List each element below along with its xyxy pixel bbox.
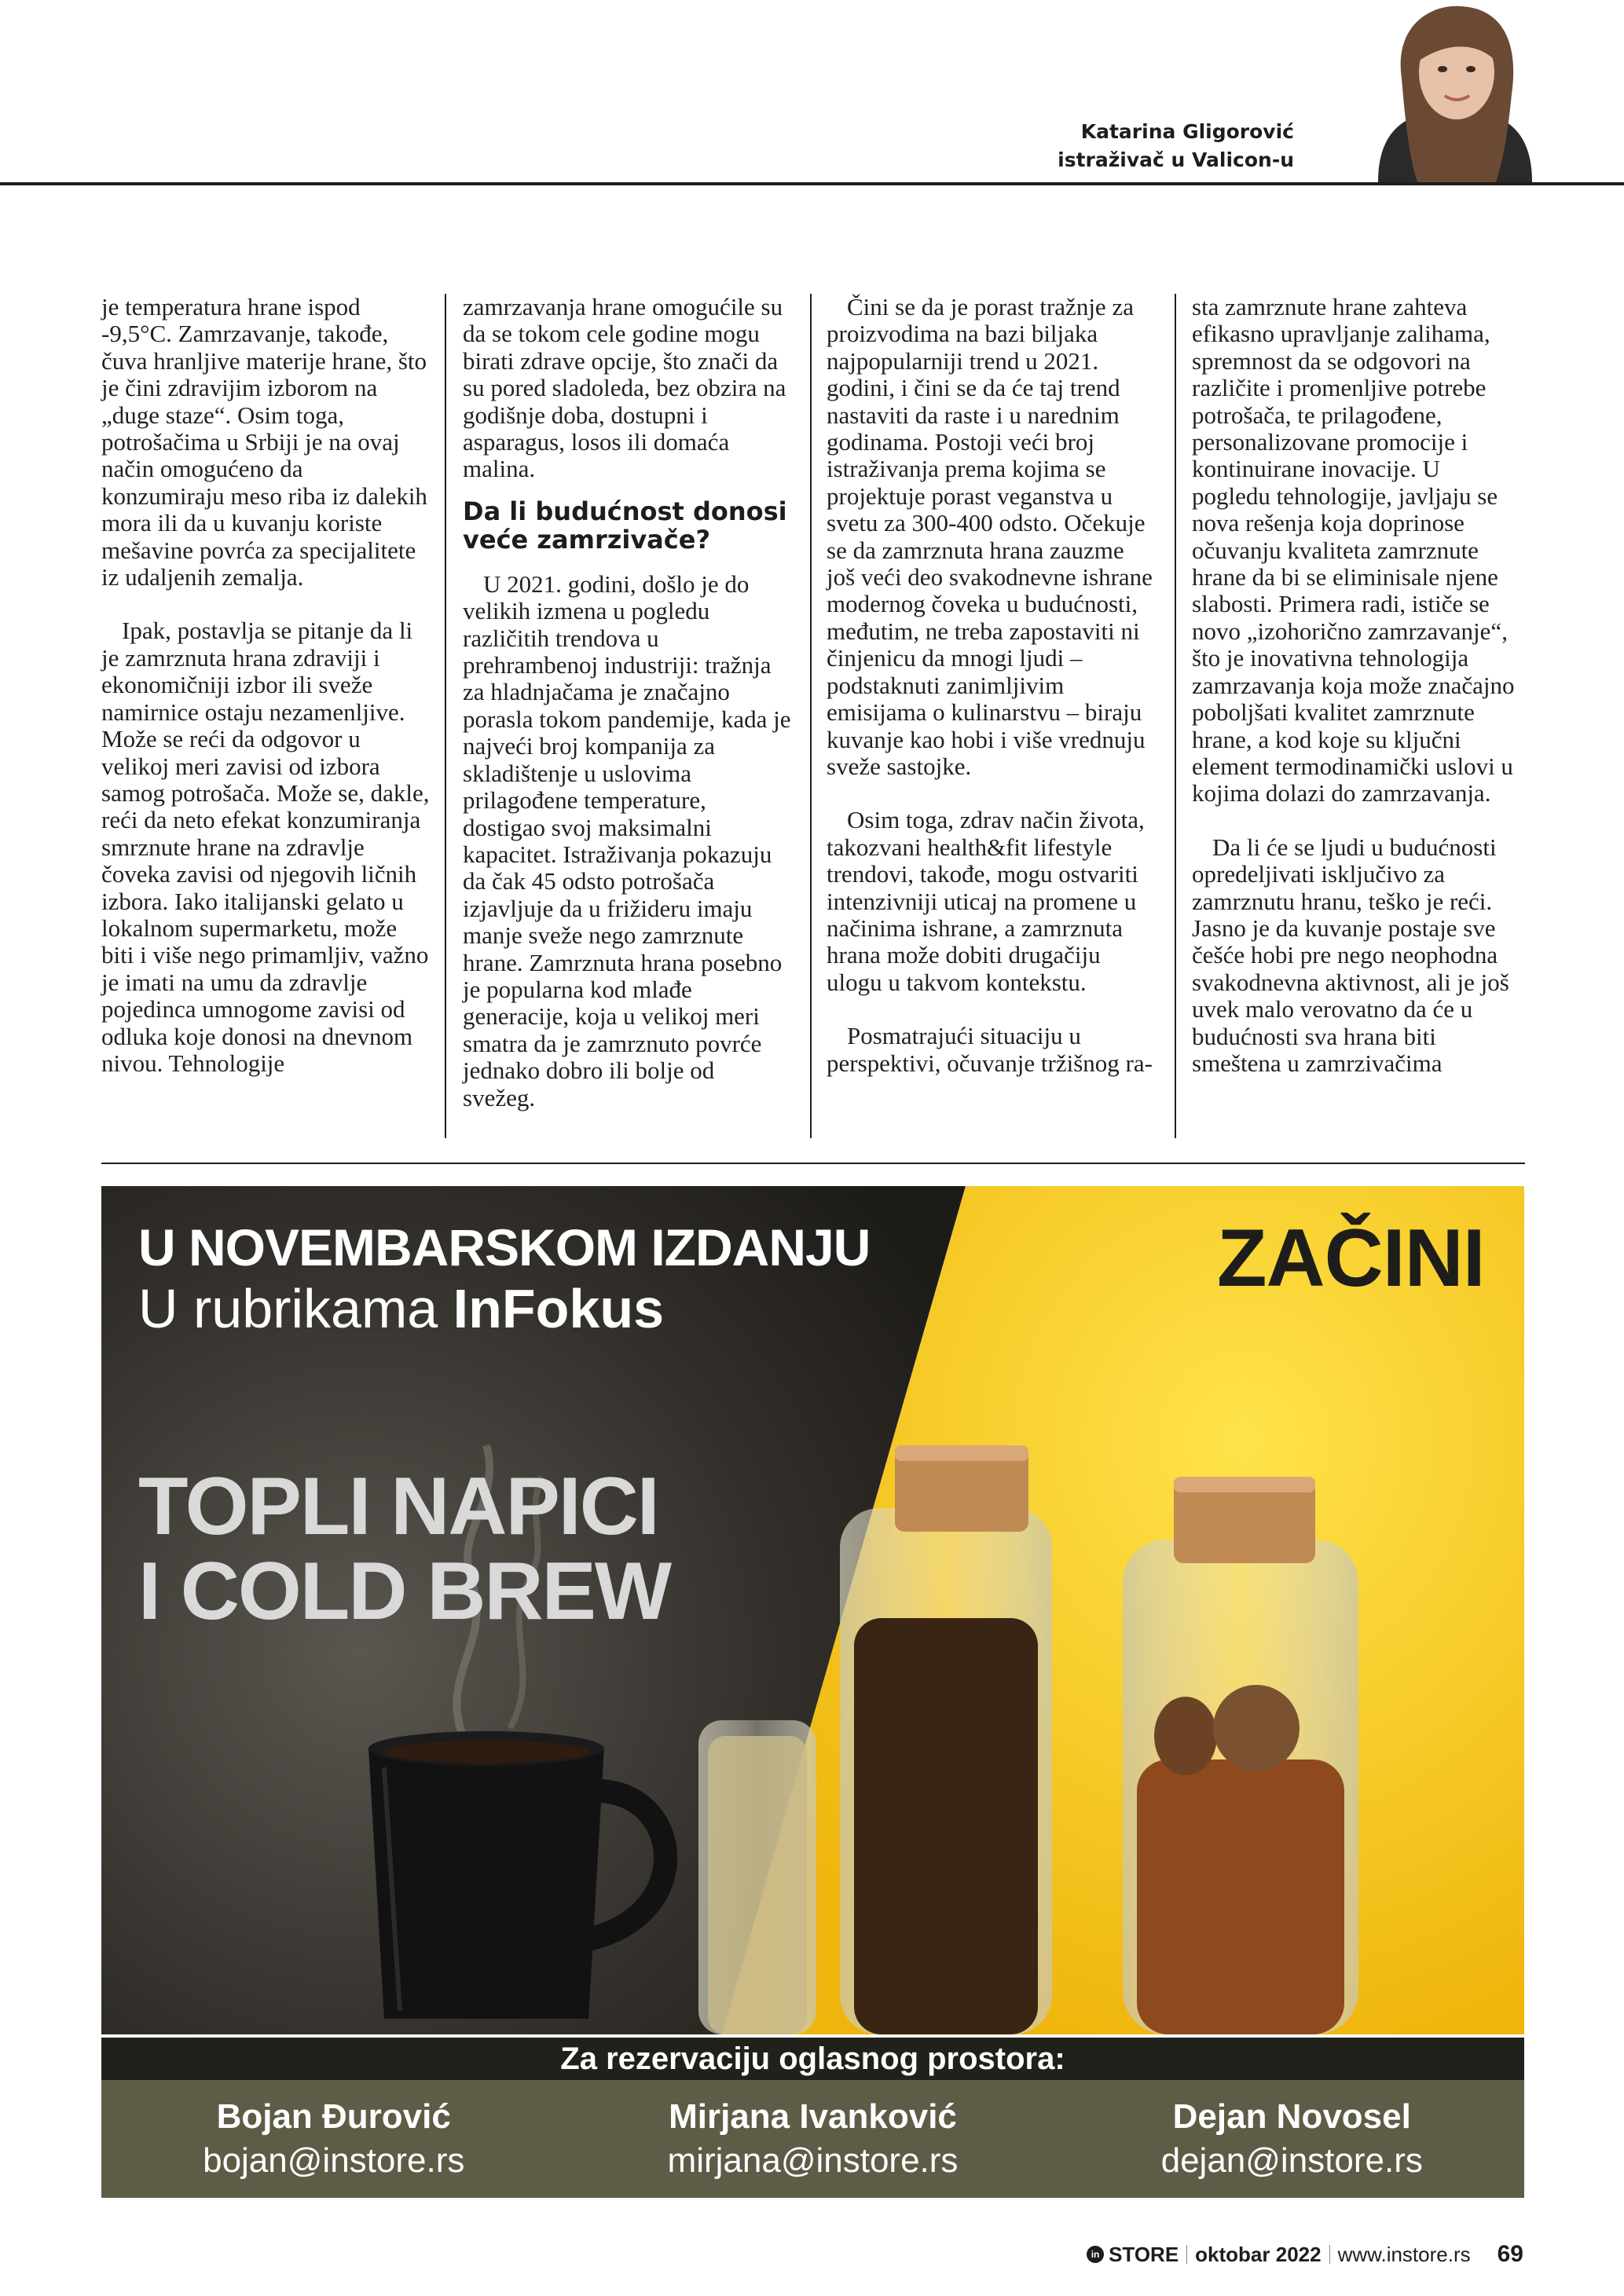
contact-email[interactable]: dejan@instore.rs — [1160, 2141, 1423, 2180]
page-footer — [1087, 2241, 1523, 2268]
contact-card — [203, 2095, 464, 2183]
article-column-4 — [1192, 294, 1522, 1104]
contact-name: Dejan Novosel — [1172, 2097, 1411, 2136]
magazine-logo — [1087, 2241, 1179, 2268]
footer-site[interactable]: www.instore.rs — [1337, 2243, 1471, 2266]
ad-banner — [101, 1186, 1524, 2034]
contacts-bar — [101, 2080, 1524, 2198]
ground-spice-jar-illustration — [1123, 1477, 1358, 2034]
paragraph: sta zamrznute hrane zahteva efikasno upravljanje zalihama, spremnost da se odgovori na različite i promenljive potrebe potrošača, te prilagođene, personalizovane promocije i kontinuirane inovacije. U pogledu tehnologije, javljaju se nova rešenja koja doprinose očuvanju kvaliteta zamrznute hrane da bi se eliminisale njene slabosti. Primera radi, ističe se novo „izohorično zamrzavanje“, što je inovativna tehnologija zamrzavanja koja može značajno poboljšati kvalitet zamrznute hrane, a kod koje su ključni element termodinamički uslovi u kojima dolazi do zamrzavanja. — [1192, 293, 1515, 807]
section-heading: Da li budućnost donosi veće zamrzivače? — [463, 496, 787, 555]
paragraph: Posmatrajući situaciju u perspektivi, očuvanje tržišnog ra- — [827, 1022, 1153, 1077]
peppercorn-jar-illustration — [698, 1720, 816, 2034]
contact-email[interactable]: bojan@instore.rs — [203, 2141, 465, 2180]
ad-issue-line: U NOVEMBARSKOM IZDANJU — [138, 1218, 871, 1276]
paragraph: Ipak, postavlja se pitanje da li je zamrznuta hrana zdraviji i ekonomičniji izbor ili sveže namirnice ostaju nezamenljive. Može se reći da odgovor u velikoj meri zavisi od izbora samog potrošača. Može se, dakle, reći da neto efekat konzumiranja smrznute hrane na zdravlje čoveka zavisi od njegovih ličnih izbora. Iako italijanski gelato u lokalnom supermarketu, može biti i više nego primamljiv, važno je imati na umu da zdravlje pojedinca umnogome zavisi od odluka koje donosi na dnevnom nivou. Tehnologije — [101, 617, 430, 1077]
ad-topic-right: ZAČINI — [1217, 1213, 1485, 1304]
ad-rubric-prefix: U rubrikama — [138, 1278, 438, 1339]
logo-mark-icon: in — [1087, 2246, 1104, 2263]
contact-card — [1161, 2095, 1423, 2183]
footer-separator — [1329, 2245, 1330, 2264]
ad-rubric-line — [138, 1277, 664, 1340]
page-number: 69 — [1497, 2241, 1523, 2267]
contact-name: Mirjana Ivanković — [669, 2097, 957, 2136]
footer-issue: oktobar 2022 — [1195, 2243, 1322, 2266]
paragraph: Čini se da je porast tražnje za proizvodima na bazi biljaka najpopularniji trend u 2021. godini, i čini se da će taj trend nastaviti da raste i u narednim godinama. Postoji veći broj istraživanja prema kojima se projektuje porast veganstva u svetu za 300-400 odsto. Očekuje se da zamrznuta hrana zauzme još veći deo svakodnevne ishrane modernog čoveka u budućnosti, međutim, ne treba zapostaviti ni činjenicu da mnogi ljudi – podstaknuti zanimljivim emisijama o kulinarstvu – biraju kuvanje kao hobi i više vrednuju sveže sastojke. — [827, 293, 1153, 780]
reservation-bar: Za rezervaciju oglasnog prostora: — [101, 2038, 1524, 2080]
column-divider — [1175, 294, 1176, 1138]
paragraph: je temperatura hrane ispod -9,5°C. Zamrzavanje, takođe, čuva hranljive materije hrane, što je čini zdravijim izborom na „duge staze“. Osim toga, potrošačima u Srbiji je na ovaj način omogućeno da konzumiraju meso riba iz dalekih mora ili da u kuvanju koriste mešavine povrća za specijalitete iz udaljenih zemalja. — [101, 293, 427, 591]
paragraph: Da li će se ljudi u budućnosti opredeljivati isključivo za zamrznutu hranu, teško je reći. Jasno je da kuvanje postaje sve češće hobi pre nego neophodna svakodnevna aktivnost, ali je još uvek malo verovatno da će u budućnosti sva hrana biti smeštena u zamrzivačima — [1192, 833, 1509, 1077]
column-divider — [445, 294, 446, 1138]
article-column-1 — [101, 294, 431, 1104]
author-name — [1058, 118, 1294, 174]
contact-name: Bojan Đurović — [216, 2097, 451, 2136]
body-bottom-rule — [101, 1163, 1525, 1164]
author-photo — [1347, 0, 1564, 182]
author-name-text: Katarina Gligorović — [1080, 120, 1294, 143]
ad-topic-left: TOPLI NAPICI I COLD BREW — [138, 1461, 671, 1637]
article-column-2 — [463, 294, 793, 1138]
paragraph: Osim toga, zdrav način života, takozvani health&fit lifestyle trendovi, takođe, mogu ostvariti intenzivniji uticaj na promene u načinima ishrane, a zamrznuta hrana može dobiti drugačiju ulogu u takvom kontekstu. — [827, 806, 1145, 996]
ad-rubric-name: InFokus — [453, 1278, 665, 1339]
header-rule — [0, 182, 1624, 185]
article-column-3 — [827, 294, 1157, 1104]
contact-email[interactable]: mirjana@instore.rs — [667, 2141, 959, 2180]
paragraph: U 2021. godini, došlo je do velikih izmena u pogledu različitih trendova u prehrambenoj industriji: tražnja za hladnjačama je značajno porasla tokom pandemije, kada je najveći broj kompanija za skladištenje u uslovima prilagođene temperature, dostigao svoj maksimalni kapacitet. Istraživanja pokazuju da čak 45 odsto potrošača izjavljuje da u frižideru imaju manje sveže nego zamrznute hrane. Zamrznuta hrana posebno je popularna kod mlađe generacije, koja u velikoj meri smatra da je zamrznuto povrće jednako dobro ili bolje od svežeg. — [463, 569, 791, 1111]
paragraph: zamrzavanja hrane omogućile su da se tokom cele godine mogu birati zdrave opcije, što znači da su pored sladoleda, bez obzira na godišnje doba, dostupni i asparagus, losos ili domaća malina. — [463, 293, 786, 483]
logo-text: STORE — [1109, 2243, 1179, 2266]
author-role: istraživač u Valicon-u — [1058, 148, 1294, 171]
contact-card — [668, 2095, 959, 2183]
column-divider — [810, 294, 812, 1138]
footer-separator — [1186, 2245, 1187, 2264]
cloves-jar-illustration — [840, 1445, 1052, 2034]
